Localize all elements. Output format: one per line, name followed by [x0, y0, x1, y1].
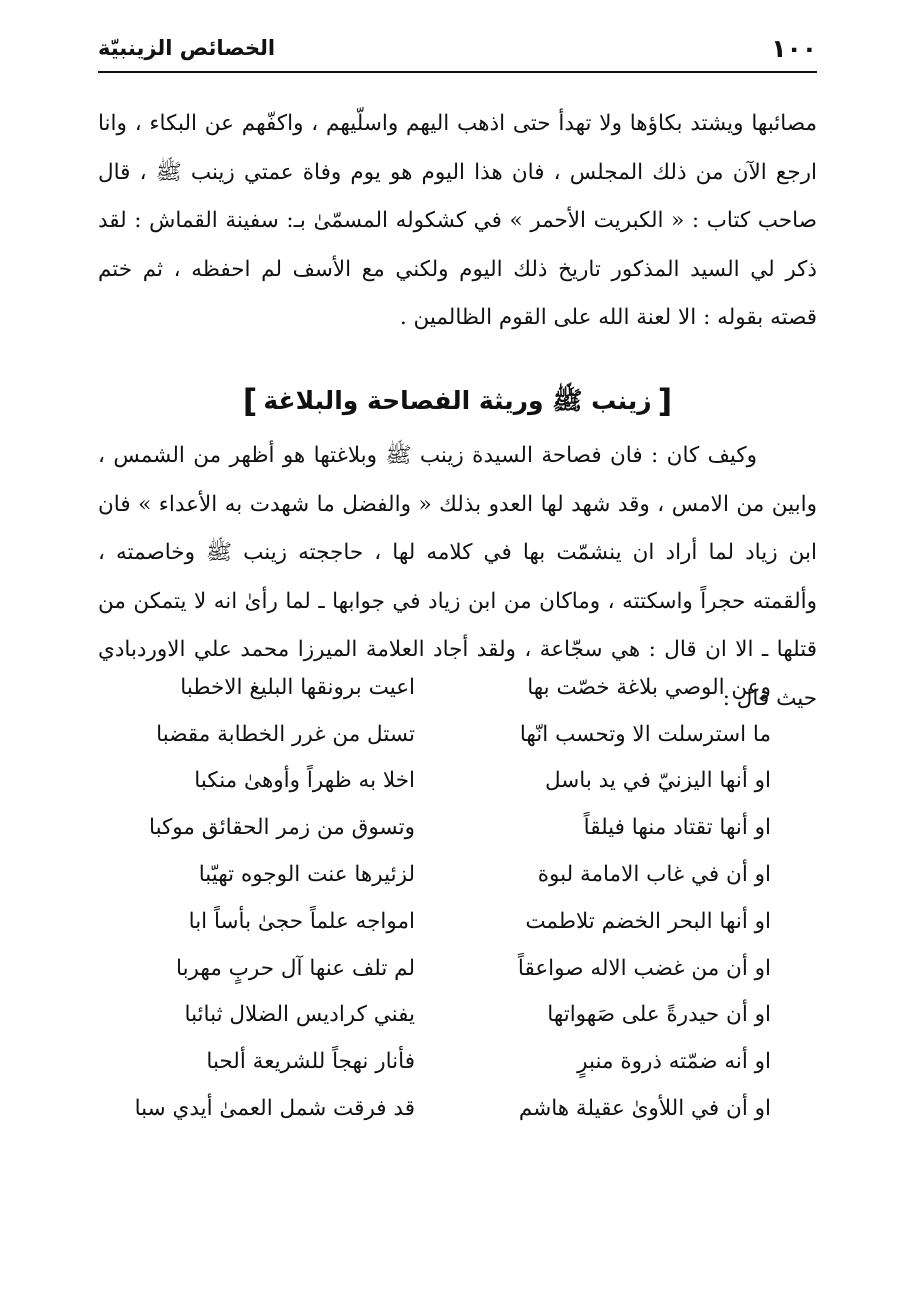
verse-second-hemistich: وتسوق من زمر الحقائق موكبا [149, 815, 415, 841]
verse-second-hemistich: تستل من غرر الخطابة مقضبا [156, 721, 415, 747]
section-title: زينب ﷺ وريثة الفصاحة والبلاغة [263, 386, 652, 415]
section-paragraph: وكيف كان : فان فصاحة السيدة زينب ﷺ وبلاغتها هو أظهر من الشمس ، وابين من الامس ، وقد شهد لها العدو بذلك « والفضل ما شهدت به الأعداء » فان ابن زياد لما أراد ان ينشمّت بها في كلامه لها ، حاججته زينب ﷺ وخاصمته ، وألقمته حجراً واسكتته ، وماكان من ابن زياد في جوابها ـ لما رأىٰ انه لا يتمكن من قتلها ـ الا ان قال : هي سجّاعة ، ولقد أجاد العلامة الميرزا محمد علي الاوردبادي حيث قال : [98, 443, 817, 711]
poem-verse [98, 1085, 817, 1132]
verse-first-hemistich: او أن حيدرةً على صَهواتها [547, 1002, 771, 1028]
opening-paragraph: مصائبها ويشتد بكاؤها ولا تهدأ حتى اذهب اليهم واسلّيهم ، واكفّهم عن البكاء ، وانا ارجع الآن من ذلك المجلس ، فان هذا اليوم هو يوم وفاة عمتي زينب ﷺ ، قال صاحب كتاب : « الكبريت الأحمر » في كشكوله المسمّىٰ بـ: سفينة القماش : لقد ذكر لي السيد المذكور تاريخ ذلك اليوم ولكني مع الأسف لم احفظه ، ثم ختم قصته بقوله : الا لعنة الله على القوم الظالمين . [98, 111, 817, 330]
poem-verse [98, 851, 817, 898]
verse-first-hemistich: او أنها تقتاد منها فيلقاً [583, 815, 771, 841]
poem-verse [98, 898, 817, 945]
verse-first-hemistich: او أن في اللأوىٰ عقيلة هاشم [518, 1096, 771, 1122]
verse-first-hemistich: او أن من غضب الاله صواعقاً [517, 955, 771, 981]
verse-second-hemistich: لزئيرها عنت الوجوه تهيّبا [198, 862, 415, 888]
poem-verse [98, 711, 817, 758]
verse-first-hemistich: وعن الوصي بلاغة خصّت بها [527, 674, 771, 700]
verse-second-hemistich: فأنار نهجاً للشريعة ألحبا [206, 1049, 415, 1075]
opening-paragraph-block [98, 100, 817, 343]
poem-verse [98, 1038, 817, 1085]
heading-open-bracket: [ [657, 382, 673, 420]
verse-first-hemistich: ما استرسلت الا وتحسب انّها [519, 721, 771, 747]
header-rule [98, 71, 817, 73]
poem-verse [98, 758, 817, 805]
verse-first-hemistich: او أنها البحر الخضم تلاطمت [525, 908, 771, 934]
section-heading [98, 373, 817, 429]
verse-second-hemistich: اعيت برونقها البليغ الاخطبا [180, 674, 415, 700]
poem-verse [98, 804, 817, 851]
poem [98, 664, 817, 1132]
poem-verse [98, 992, 817, 1039]
verse-first-hemistich: او أن في غاب الامامة لبوة [537, 862, 771, 888]
page-number: ١٠٠ [771, 33, 817, 63]
verse-second-hemistich: قد فرقت شمل العمىٰ أيدي سبا [134, 1096, 415, 1122]
running-title: الخصائص الزينبيّة [98, 36, 276, 60]
verse-second-hemistich: يفني كراديس الضلال ثبائبا [184, 1002, 415, 1028]
verse-first-hemistich: او أنها اليزنيّ في يد باسل [544, 768, 771, 794]
verse-second-hemistich: امواجه علماً حجىٰ بأساً ابا [188, 908, 415, 934]
verse-second-hemistich: اخلا به ظهراً وأوهىٰ منكبا [194, 768, 415, 794]
poem-verse [98, 945, 817, 992]
verse-first-hemistich: او أنه ضمّته ذروة منبرٍ [577, 1049, 771, 1075]
verse-second-hemistich: لم تلف عنها آل حربٍ مهربا [176, 955, 415, 981]
poem-verse [98, 664, 817, 711]
heading-close-bracket: ] [242, 382, 258, 420]
running-header [98, 30, 817, 66]
